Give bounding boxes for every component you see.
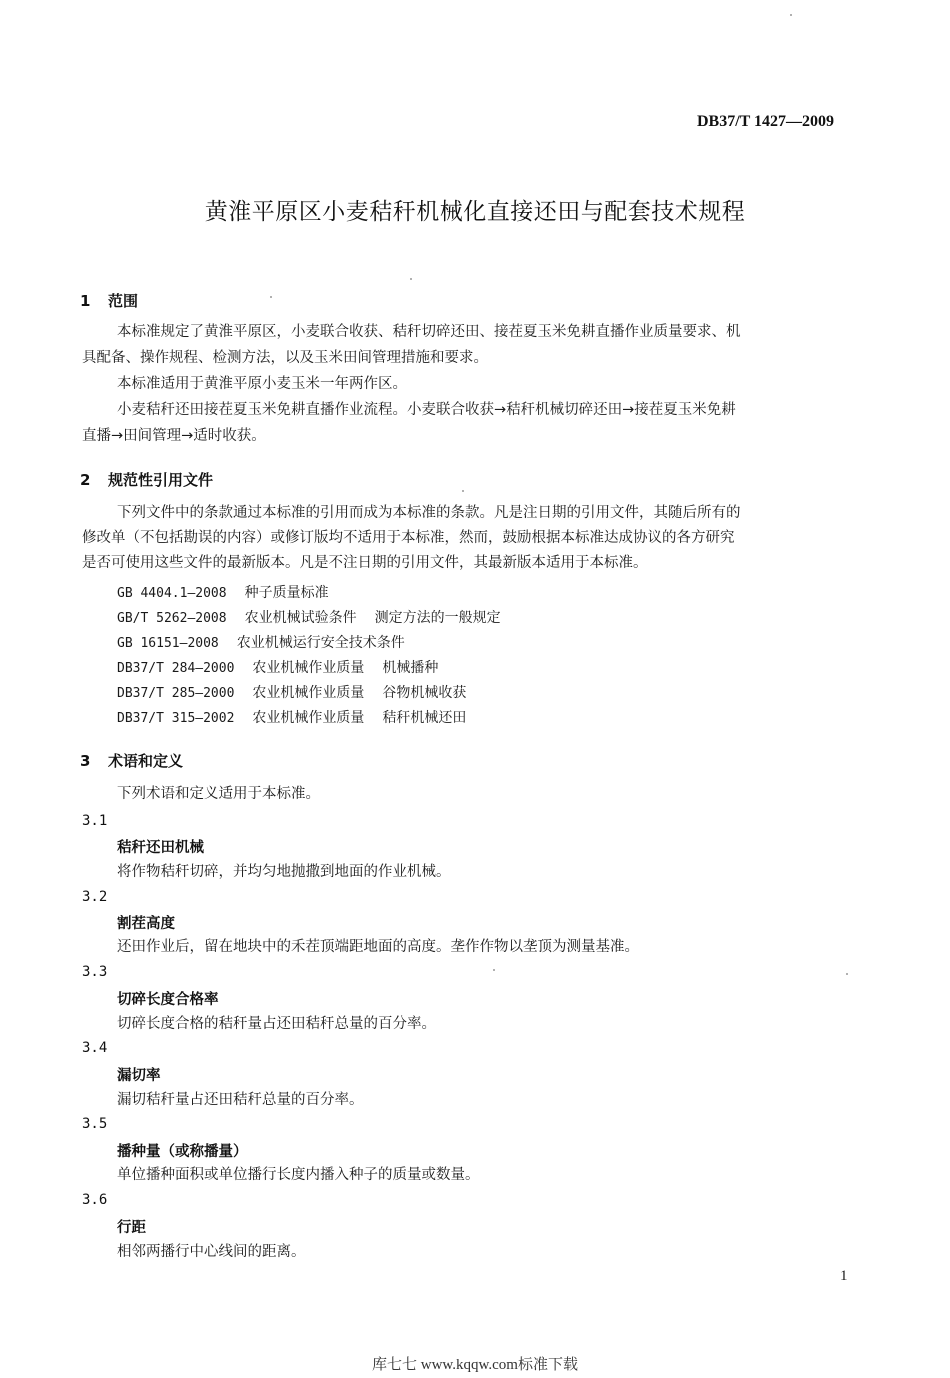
- section-number: 1: [80, 292, 91, 310]
- section-2-heading: [80, 469, 213, 490]
- reference-subtitle: 谷物机械收获: [382, 685, 467, 701]
- clause-number: 3.6: [82, 1192, 108, 1208]
- standard-code: DB37/T 1427—2009: [697, 113, 835, 130]
- clause-term: 漏切率: [117, 1068, 161, 1084]
- section-title: 规范性引用文件: [108, 471, 214, 489]
- clause-definition: 切碎长度合格的秸秆量占还田秸秆总量的百分率。: [117, 1016, 436, 1032]
- scan-speck: [270, 296, 272, 298]
- section-1-para-3-line-1: 小麦秸秆还田接茬夏玉米免耕直播作业流程。小麦联合收获→秸秆机械切碎还田→接茬夏玉米免耕: [117, 402, 736, 418]
- reference-code: DB37/T 284—2000: [117, 661, 235, 676]
- reference-item: [117, 707, 466, 727]
- section-1-para-1-line-2: 具配备、操作规程、检测方法，以及玉米田间管理措施和要求。: [82, 350, 488, 366]
- reference-code: GB 16151—2008: [117, 636, 219, 651]
- reference-item: [117, 632, 405, 652]
- scan-speck: [493, 969, 495, 971]
- reference-item: [117, 657, 438, 677]
- scan-speck: [410, 278, 412, 280]
- section-3-heading: [80, 750, 183, 771]
- reference-item: [117, 582, 329, 602]
- reference-code: DB37/T 315—2002: [117, 711, 235, 726]
- scan-speck: [790, 14, 792, 16]
- clause-definition: 漏切秸秆量占还田秸秆总量的百分率。: [117, 1092, 364, 1108]
- section-2-para-line-3: 是否可使用这些文件的最新版本。凡是不注日期的引用文件，其最新版本适用于本标准。: [82, 555, 648, 571]
- clause-term: 切碎长度合格率: [117, 992, 219, 1008]
- clause-number: 3.5: [82, 1116, 108, 1132]
- section-1-para-2: 本标准适用于黄淮平原小麦玉米一年两作区。: [117, 376, 407, 392]
- section-1-heading: [80, 290, 138, 311]
- clause-definition: 还田作业后，留在地块中的禾茬顶端距地面的高度。垄作作物以垄顶为测量基准。: [117, 939, 639, 955]
- section-title: 术语和定义: [108, 752, 184, 770]
- section-1-para-3-line-2: 直播→田间管理→适时收获。: [82, 428, 266, 444]
- reference-name: 种子质量标准: [244, 585, 329, 601]
- clause-number: 3.3: [82, 964, 108, 980]
- watermark-footer: 库七七 www.kqqw.com标准下载: [372, 1357, 578, 1373]
- section-title: 范围: [108, 292, 139, 310]
- clause-term: 割茬高度: [117, 916, 175, 932]
- reference-name: 农业机械作业质量: [252, 685, 365, 701]
- section-1-para-1-line-1: 本标准规定了黄淮平原区，小麦联合收获、秸秆切碎还田、接茬夏玉米免耕直播作业质量要求、机: [117, 324, 741, 340]
- section-number: 3: [80, 752, 91, 770]
- section-2-para-line-1: 下列文件中的条款通过本标准的引用而成为本标准的条款。凡是注日期的引用文件，其随后所有的: [117, 505, 741, 521]
- page-number: 1: [840, 1268, 848, 1284]
- reference-name: 农业机械运行安全技术条件: [236, 635, 405, 651]
- clause-definition: 将作物秸秆切碎，并均匀地抛撒到地面的作业机械。: [117, 864, 451, 880]
- section-number: 2: [80, 471, 91, 489]
- reference-subtitle: 机械播种: [382, 660, 439, 676]
- clause-term: 行距: [117, 1220, 146, 1236]
- reference-name: 农业机械作业质量: [252, 660, 365, 676]
- reference-item: [117, 607, 501, 627]
- reference-name: 农业机械作业质量: [252, 710, 365, 726]
- clause-definition: 相邻两播行中心线间的距离。: [117, 1244, 306, 1260]
- clause-term: 播种量（或称播量）: [117, 1144, 248, 1160]
- reference-subtitle: 秸秆机械还田: [382, 710, 467, 726]
- reference-name: 农业机械试验条件: [244, 610, 357, 626]
- clause-number: 3.1: [82, 813, 108, 829]
- section-2-para-line-2: 修改单（不包括勘误的内容）或修订版均不适用于本标准，然而，鼓励根据本标准达成协议的各方研究: [82, 530, 735, 546]
- scan-speck: [846, 973, 848, 975]
- reference-subtitle: 测定方法的一般规定: [374, 610, 501, 626]
- reference-code: GB/T 5262—2008: [117, 611, 227, 626]
- reference-code: GB 4404.1—2008: [117, 586, 227, 601]
- reference-code: DB37/T 285—2000: [117, 686, 235, 701]
- reference-item: [117, 682, 466, 702]
- scan-speck: [462, 490, 464, 492]
- section-3-intro: 下列术语和定义适用于本标准。: [117, 786, 320, 802]
- clause-number: 3.2: [82, 889, 108, 905]
- clause-number: 3.4: [82, 1040, 108, 1056]
- clause-term: 秸秆还田机械: [117, 840, 204, 856]
- clause-definition: 单位播种面积或单位播行长度内播入种子的质量或数量。: [117, 1167, 480, 1183]
- document-title: 黄淮平原区小麦秸秆机械化直接还田与配套技术规程: [204, 199, 746, 225]
